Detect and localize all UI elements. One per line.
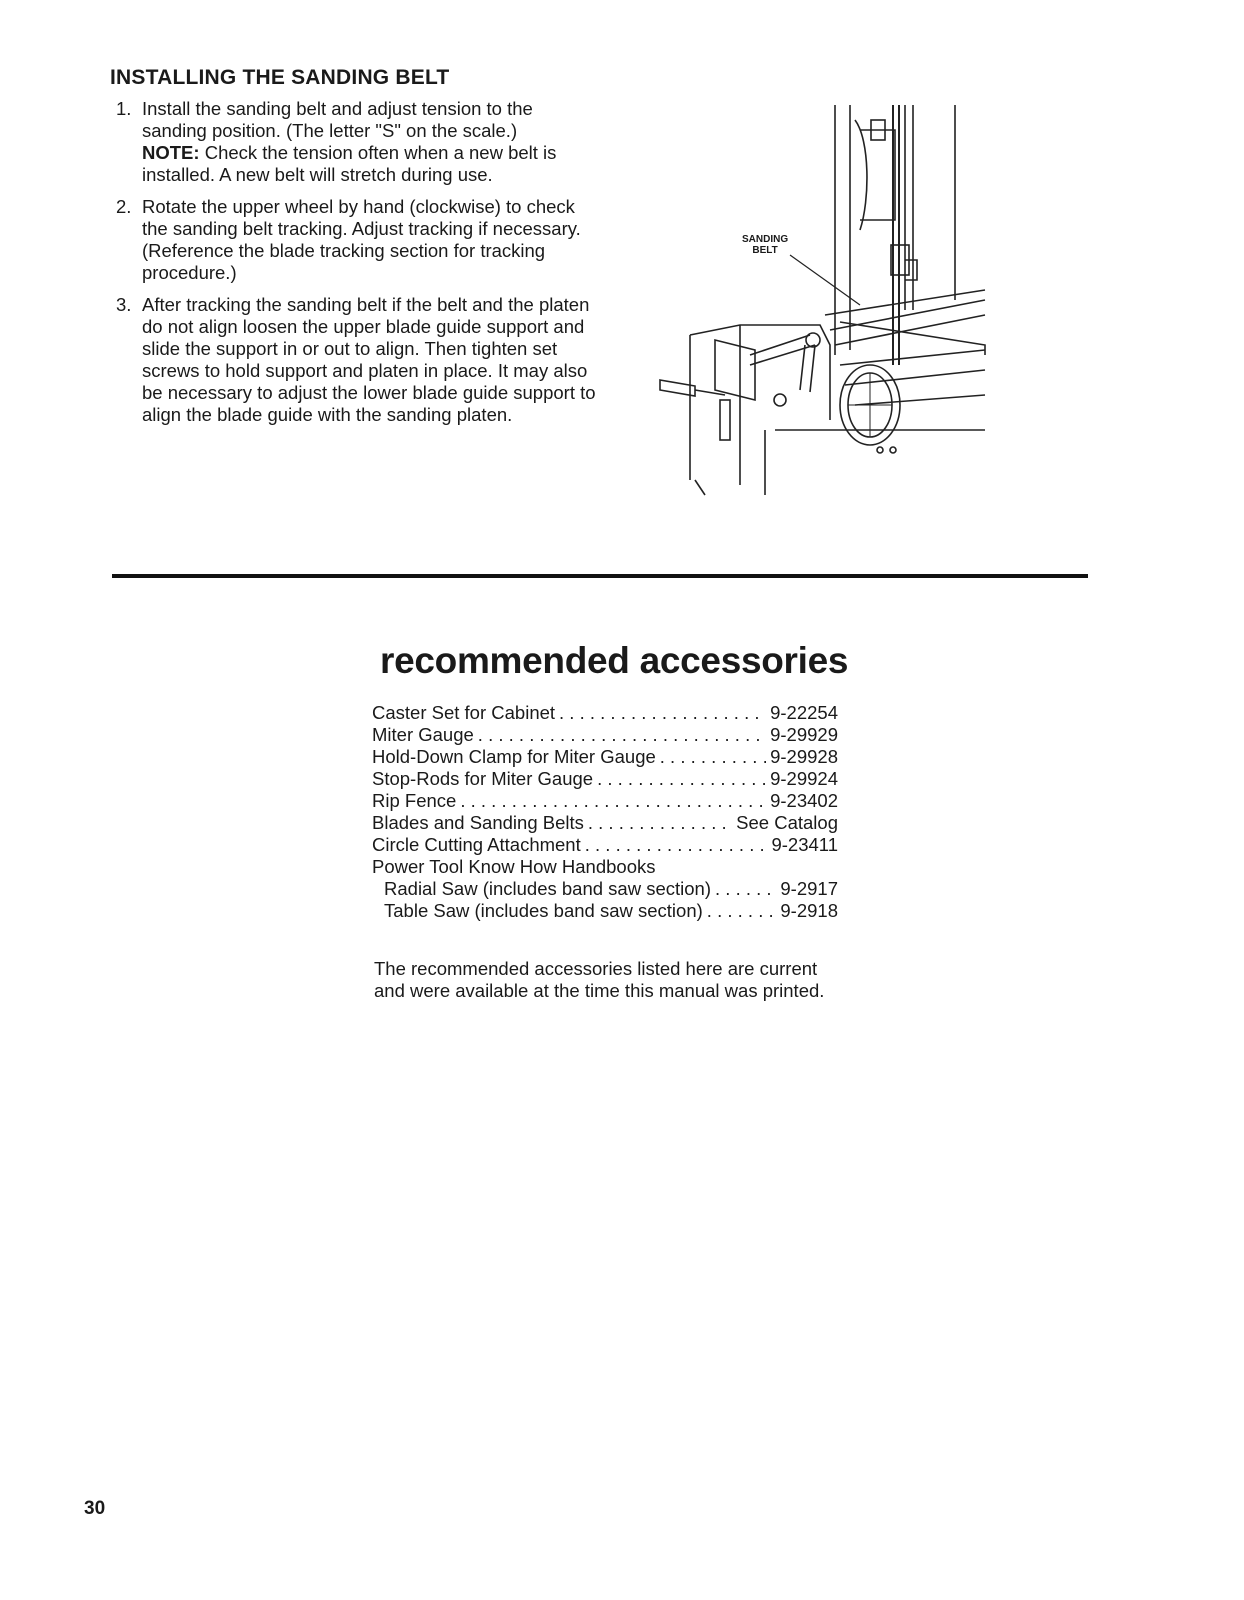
accessory-code: 9-23402 bbox=[770, 790, 838, 811]
accessory-item bbox=[372, 856, 838, 878]
accessory-code: 9-22254 bbox=[770, 702, 838, 723]
leader-dots bbox=[715, 878, 776, 900]
step-text: Rotate the upper wheel by hand (clockwise) to check the sanding belt tracking. Adjust tracking if necessary. (Reference the blade tracking section for tracking procedure.) bbox=[142, 196, 581, 283]
accessory-item bbox=[372, 768, 838, 790]
accessory-item bbox=[372, 702, 838, 724]
step-number: 3. bbox=[116, 294, 132, 315]
accessory-name: Hold-Down Clamp for Miter Gauge bbox=[372, 746, 656, 767]
note-label: NOTE: bbox=[142, 142, 200, 163]
accessories-heading: recommended accessories bbox=[380, 640, 849, 681]
accessory-name: Stop-Rods for Miter Gauge bbox=[372, 768, 594, 789]
accessory-code: 9-23411 bbox=[771, 834, 838, 855]
step-text: After tracking the sanding belt if the belt and the platen do not align loosen the upper blade guide support and slide the support in or out to align. Then tighten set screws to hold support and platen in place. It may also be necessary to adjust the lower blade guide support to align the blade guide with the sanding platen. bbox=[142, 294, 596, 425]
callout-line-1: SANDING bbox=[742, 234, 789, 245]
sanding-belt-callout bbox=[742, 234, 788, 256]
leader-dots bbox=[588, 812, 732, 834]
accessory-item bbox=[372, 812, 838, 834]
accessory-item bbox=[372, 746, 838, 768]
accessory-name: Blades and Sanding Belts bbox=[372, 812, 584, 833]
accessory-name: Power Tool Know How Handbooks bbox=[372, 856, 656, 877]
accessory-name: Circle Cutting Attachment bbox=[372, 834, 581, 855]
step-body: Install the sanding belt and adjust tension to the sanding position. (The letter "S" on the scale.) bbox=[142, 98, 533, 141]
band-saw-illustration bbox=[655, 100, 1015, 500]
accessory-item bbox=[372, 834, 838, 856]
leader-dots bbox=[559, 702, 766, 724]
accessory-item bbox=[372, 900, 838, 922]
callout-line-2: BELT bbox=[752, 245, 778, 256]
accessory-name: Caster Set for Cabinet bbox=[372, 702, 556, 723]
leader-dots bbox=[660, 746, 766, 768]
accessory-code: 9-2917 bbox=[780, 878, 838, 899]
accessory-code: 9-29924 bbox=[770, 768, 838, 789]
leader-dots bbox=[585, 834, 768, 856]
section-heading: INSTALLING THE SANDING BELT bbox=[110, 66, 450, 89]
leader-dots bbox=[478, 724, 766, 746]
page-number: 30 bbox=[84, 1498, 106, 1519]
step-number: 2. bbox=[116, 196, 132, 217]
steps-list bbox=[116, 98, 596, 436]
leader-dots bbox=[460, 790, 766, 812]
accessory-name: Rip Fence bbox=[372, 790, 457, 811]
accessory-item bbox=[372, 878, 838, 900]
accessory-code: See Catalog bbox=[736, 812, 838, 833]
accessories-list bbox=[372, 702, 838, 922]
accessory-code: 9-29929 bbox=[770, 724, 838, 745]
section-divider bbox=[112, 574, 1088, 578]
accessory-name: Miter Gauge bbox=[372, 724, 474, 745]
accessory-item bbox=[372, 790, 838, 812]
leader-dots bbox=[597, 768, 766, 790]
step-number: 1. bbox=[116, 98, 132, 119]
accessory-name: Table Saw (includes band saw section) bbox=[384, 900, 703, 921]
note-text: Check the tension often when a new belt is installed. A new belt will stretch during use. bbox=[142, 142, 557, 185]
accessory-item bbox=[372, 724, 838, 746]
step-item bbox=[116, 196, 596, 284]
leader-dots bbox=[707, 900, 777, 922]
accessories-footnote: The recommended accessories listed here are current and were available at the time this manual was printed. bbox=[374, 958, 825, 1001]
accessory-code: 9-2918 bbox=[780, 900, 838, 921]
accessory-code: 9-29928 bbox=[770, 746, 838, 767]
accessory-name: Radial Saw (includes band saw section) bbox=[384, 878, 712, 899]
step-item bbox=[116, 294, 596, 426]
step-item bbox=[116, 98, 596, 186]
step-text bbox=[142, 98, 596, 186]
